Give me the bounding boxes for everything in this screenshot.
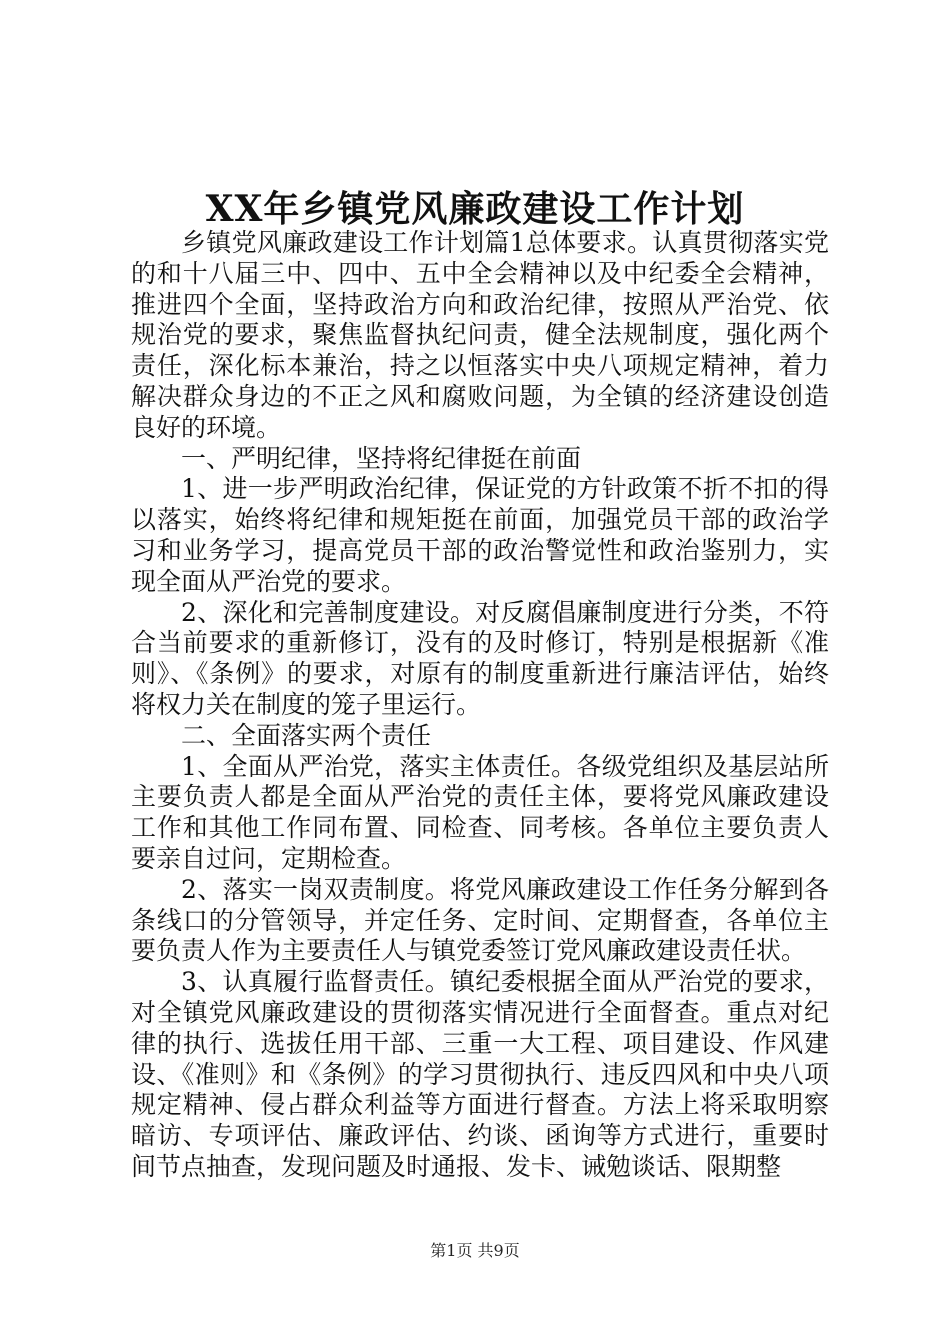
section-heading-1: 一、严明纪律，坚持将纪律挺在前面: [181, 443, 582, 473]
paragraph-2-2: 2、落实一岗双责制度。将党风廉政建设工作任务分解到各条线口的分管领导，并定任务、定时间、定期督查，各单位主要负责人作为主要责任人与镇党委签订党风廉政建设责任状。: [131, 874, 829, 966]
page-footer: 第1页 共9页: [430, 1241, 520, 1260]
paragraph-intro: 乡镇党风廉政建设工作计划篇1总体要求。认真贯彻落实党的和十八届三中、四中、五中全会精神以及中纪委全会精神，推进四个全面，坚持政治方向和政治纪律，按照从严治党、依规治党的要求，聚焦监督执纪问责，健全法规制度，强化两个责任，深化标本兼治，持之以恒落实中央八项规定精神，着力解决群众身边的不正之风和腐败问题，为全镇的经济建设创造良好的环境。: [131, 228, 829, 442]
document-body: [131, 228, 829, 1183]
paragraph-2-1: 1、全面从严治党，落实主体责任。各级党组织及基层站所主要负责人都是全面从严治党的责任主体，要将党风廉政建设工作和其他工作同布置、同检查、同考核。各单位主要负责人要亲自过问，定期检查。: [131, 751, 829, 873]
paragraph-1-1: 1、进一步严明政治纪律，保证党的方针政策不折不扣的得以落实，始终将纪律和规矩挺在前面，加强党员干部的政治学习和业务学习，提高党员干部的政治警觉性和政治鉴别力，实现全面从严治党的要求。: [131, 474, 829, 596]
document-title: XX年乡镇党风廉政建设工作计划: [205, 188, 745, 230]
paragraph-2-3: 3、认真履行监督责任。镇纪委根据全面从严治党的要求，对全镇党风廉政建设的贯彻落实情况进行全面督查。重点对纪律的执行、选拔任用干部、三重一大工程、项目建设、作风建设、《准则》和《条例》的学习贯彻执行、违反四风和中央八项规定精神、侵占群众利益等方面进行督查。方法上将采取明察暗访、专项评估、廉政评估、约谈、函询等方式进行，重要时间节点抽查，发现问题及时通报、发卡、诫勉谈话、限期整: [131, 967, 829, 1181]
section-heading-2: 二、全面落实两个责任: [181, 720, 432, 750]
paragraph-1-2: 2、深化和完善制度建设。对反腐倡廉制度进行分类，不符合当前要求的重新修订，没有的及时修订，特别是根据新《准则》、《条例》的要求，对原有的制度重新进行廉洁评估，始终将权力关在制度的笼子里运行。: [131, 597, 829, 719]
